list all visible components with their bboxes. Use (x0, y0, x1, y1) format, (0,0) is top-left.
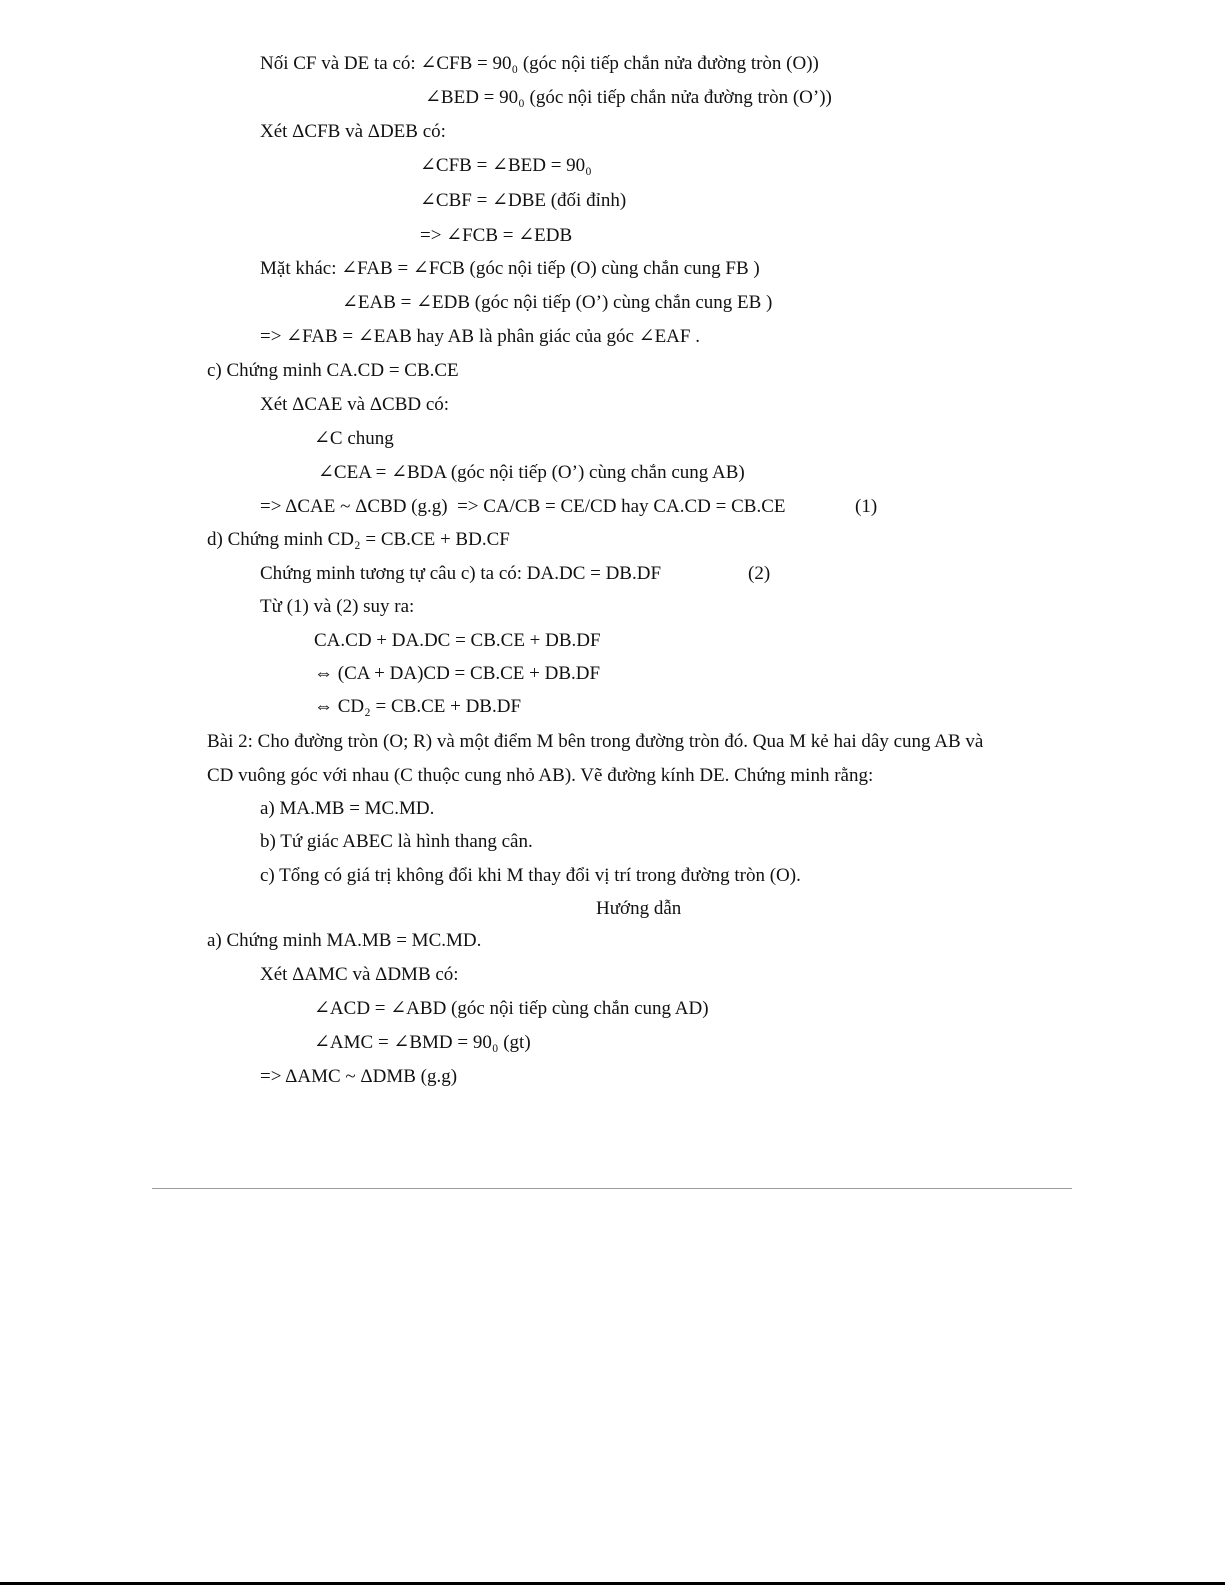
text-line: Mặt khác: ∠FAB = ∠FCB (góc nội tiếp (O) cùng chắn cung FB ) (260, 258, 760, 279)
text-line: => ∠FCB = ∠EDB (420, 225, 573, 246)
text-line: => ∠FAB = ∠EAB hay AB là phân giác của góc ∠EAF . (260, 326, 700, 347)
text-line: => ΔCAE ~ ΔCBD (g.g) => CA/CB = CE/CD hay CA.CD = CB.CE (260, 496, 786, 517)
text-line: Nối CF và DE ta có: ∠CFB = 90₀ (góc nội tiếp chắn nửa đường tròn (O)) (260, 53, 819, 74)
text-line: ∠CBF = ∠DBE (đối đỉnh) (420, 190, 627, 211)
text-line: d) Chứng minh CD₂ = CB.CE + BD.CF (207, 529, 510, 550)
text-line: CA.CD + DA.DC = CB.CE + DB.DF (314, 630, 601, 651)
text-line: c) Tổng có giá trị không đổi khi M thay đổi vị trí trong đường tròn (O). (260, 865, 801, 886)
text-line: Xét ΔCAE và ΔCBD có: (260, 394, 450, 415)
text-line: CD vuông góc với nhau (C thuộc cung nhỏ AB). Vẽ đường kính DE. Chứng minh rằng: (207, 765, 874, 786)
text-line: ∠ACD = ∠ABD (góc nội tiếp cùng chắn cung AD) (314, 998, 709, 1019)
text-line: Từ (1) và (2) suy ra: (260, 596, 415, 617)
text-line: ∠AMC = ∠BMD = 90₀ (gt) (314, 1032, 531, 1053)
text-line: b) Tứ giác ABEC là hình thang cân. (260, 831, 533, 852)
text-line: ∠EAB = ∠EDB (góc nội tiếp (O’) cùng chắn cung EB ) (342, 292, 773, 313)
text-line: ⇔ (CA + DA)CD = CB.CE + DB.DF (314, 663, 601, 684)
page-footer-divider (152, 1188, 1072, 1189)
equation-number: (1) (855, 496, 878, 517)
text-line: ⇔ CD₂ = CB.CE + DB.DF (314, 696, 522, 717)
text-line: Bài 2: Cho đường tròn (O; R) và một điểm M bên trong đường tròn đó. Qua M kẻ hai dây cung AB và (207, 731, 984, 752)
text-line: Xét ΔAMC và ΔDMB có: (260, 964, 459, 985)
text-line: ∠CFB = ∠BED = 90₀ (420, 155, 592, 176)
text-line: a) MA.MB = MC.MD. (260, 798, 435, 819)
text-line: c) Chứng minh CA.CD = CB.CE (207, 360, 459, 381)
equation-number: (2) (748, 563, 771, 584)
text-line: => ΔAMC ~ ΔDMB (g.g) (260, 1066, 458, 1087)
text-line: ∠BED = 90₀ (góc nội tiếp chắn nửa đường tròn (O’)) (425, 87, 832, 108)
text-line: a) Chứng minh MA.MB = MC.MD. (207, 930, 482, 951)
section-heading: Hướng dẫn (596, 898, 682, 919)
text-line: ∠C chung (314, 428, 394, 449)
text-line: Xét ΔCFB và ΔDEB có: (260, 121, 446, 142)
text-line: ∠CEA = ∠BDA (góc nội tiếp (O’) cùng chắn cung AB) (318, 462, 745, 483)
text-line: Chứng minh tương tự câu c) ta có: DA.DC = DB.DF (260, 563, 662, 584)
